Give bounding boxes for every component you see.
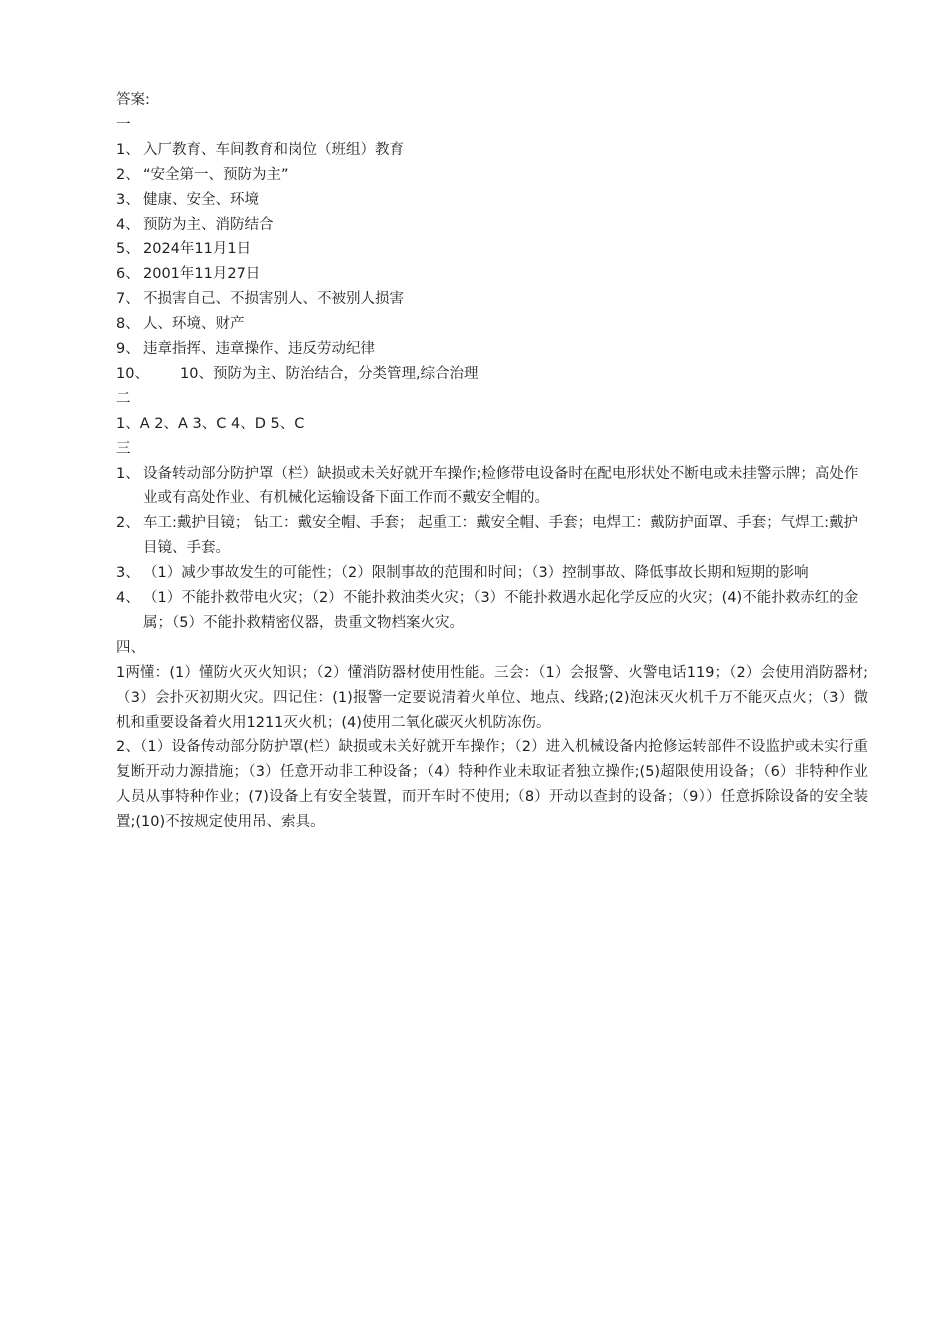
item-text: “安全第一、预防为主” (143, 166, 289, 183)
item-number: 5、 (116, 241, 140, 258)
section-heading-4: 四、 (116, 639, 145, 656)
list-item (116, 337, 868, 362)
item-text: 违章指挥、违章操作、违反劳动纪律 (143, 341, 375, 358)
item-number: 4、 (116, 216, 140, 233)
item-text: 设备转动部分防护罩（栏）缺损或未关好就开车操作;检修带电设备时在配电形状处不断电或未挂警示牌；高处作业或有高处作业、有机械化运输设备下面工作而不戴安全帽的。 (143, 465, 859, 507)
list-item (116, 262, 868, 287)
list-item (116, 237, 868, 262)
list-item (116, 586, 868, 636)
section-heading-3: 三 (116, 440, 131, 457)
item-number: 9、 (116, 341, 140, 358)
item-text: 预防为主、消防结合 (143, 216, 274, 233)
item-text: 人、环境、财产 (143, 316, 245, 333)
list-item (116, 462, 868, 512)
item-text: 不损害自己、不损害别人、不被别人损害 (143, 291, 404, 308)
item-text: 10、预防为主、防治结合，分类管理,综合治理 (180, 365, 479, 382)
paragraph: 1两懂：(1）懂防火灭火知识；（2）懂消防器材使用性能。三会：（1）会报警、火警电话119；（2）会使用消防器材;（3）会扑灭初期火灾。四记住：(1)报警一定要说清着火单位、地点、线路;(2)泡沫灭火机千万不能灭点火；（3）微机和重要设备着火用1211灭火机；(4)使用二氧化碳灭火机防冻伤。 (116, 664, 868, 731)
item-number: 10、 (116, 365, 149, 382)
list-item (116, 188, 868, 213)
item-text: 2001年11月27日 (143, 266, 261, 283)
item-text: 入厂教育、车间教育和岗位（班组）教育 (143, 141, 404, 158)
item-number: 1、 (116, 141, 140, 158)
item-number: 3、 (116, 191, 140, 208)
item-text: 2024年11月1日 (143, 241, 252, 258)
section-heading-1: 一 (116, 116, 131, 133)
list-item (116, 362, 868, 387)
item-number: 1、 (116, 465, 140, 482)
list-item (116, 163, 868, 188)
list-item (116, 213, 868, 238)
document-title: 答案: (116, 92, 150, 108)
multiple-choice-answers: 1、A 2、A 3、C 4、D 5、C (116, 415, 305, 432)
item-text: （1）减少事故发生的可能性；（2）限制事故的范围和时间；（3）控制事故、降低事故长期和短期的影响 (143, 565, 809, 582)
item-text: 车工:戴护目镜； 钻工：戴安全帽、手套； 起重工：戴安全帽、手套；电焊工：戴防护面罩、手套；气焊工:戴护目镜、手套。 (143, 515, 858, 557)
item-number: 7、 (116, 291, 140, 308)
answer-document (116, 88, 868, 835)
item-number: 3、 (116, 565, 140, 582)
list-item (116, 561, 868, 586)
list-item (116, 287, 868, 312)
paragraph: 2、（1）设备传动部分防护罩(栏）缺损或未关好就开车操作；（2）进入机械设备内抢修运转部件不设监护或未实行重复断开动力源措施；（3）任意开动非工种设备；（4）特种作业未取证者独立操作;(5)超限使用设备；（6）非特种作业人员从事特种作业；(7)设备上有安全装置，而开车时不使用;（8）开动以查封的设备；（9））任意拆除设备的安全装置;(10)不按规定使用吊、索具。 (116, 739, 868, 831)
item-number: 6、 (116, 266, 140, 283)
item-number: 2、 (116, 515, 140, 532)
list-item (116, 312, 868, 337)
item-text: 健康、安全、环境 (143, 191, 259, 208)
list-item (116, 138, 868, 163)
item-number: 8、 (116, 316, 140, 333)
item-text: （1）不能扑救带电火灾；（2）不能扑救油类火灾；（3）不能扑救遇水起化学反应的火灾；(4)不能扑救赤红的金属；（5）不能扑救精密仪器，贵重文物档案火灾。 (143, 590, 859, 631)
item-number: 4、 (116, 590, 140, 607)
section-heading-2: 二 (116, 390, 131, 407)
list-item (116, 511, 868, 561)
item-number: 2、 (116, 166, 140, 183)
